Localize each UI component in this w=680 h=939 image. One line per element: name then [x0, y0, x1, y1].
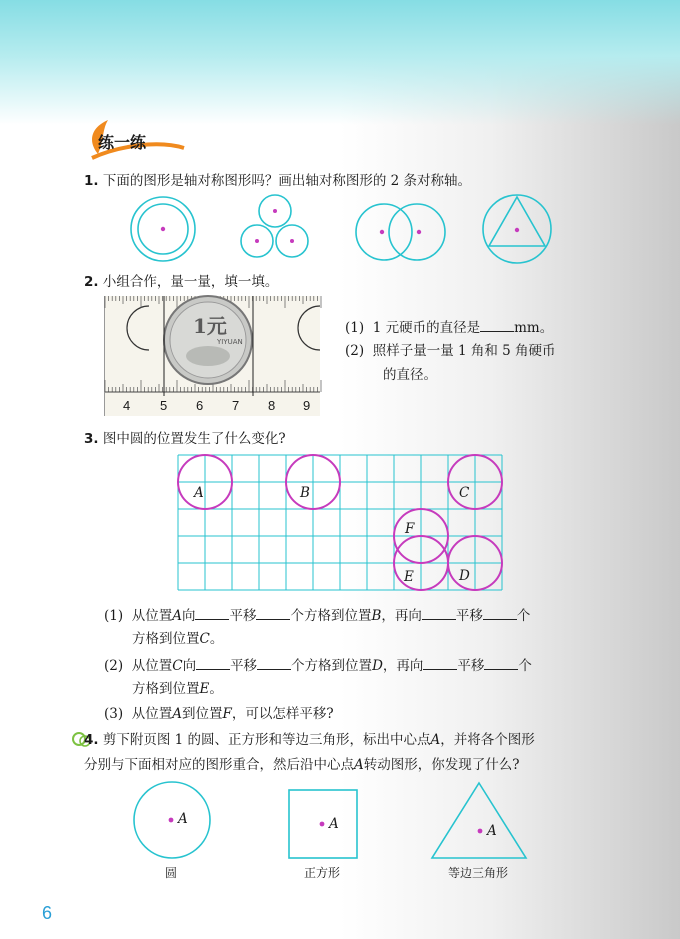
caption-circle: 圆	[165, 866, 178, 880]
q3-sub1-text: 平移	[455, 608, 483, 624]
q3-sub1-line2	[132, 630, 223, 648]
q3-sub2-text: 平移	[230, 658, 258, 674]
q1-text: 下面的图形是轴对称图形吗？画出轴对称图形的 2 条对称轴。	[102, 173, 471, 189]
q3-sub2-text: 向	[182, 658, 197, 674]
label-A: A	[194, 485, 204, 501]
q4-text: 分别与下面相对应的图形重合，然后沿中心点	[84, 757, 354, 773]
count-blank[interactable]	[257, 656, 291, 670]
q3-sub1-pos: A	[172, 608, 182, 624]
ruler-label: 6	[196, 398, 204, 413]
direction-blank[interactable]	[422, 606, 456, 620]
q3-sub2	[104, 656, 532, 675]
q3-sub2-text: 平移	[457, 658, 485, 674]
ruler-label: 4	[123, 398, 131, 413]
figure-circle-triangle	[483, 195, 551, 263]
label-E: E	[404, 569, 414, 585]
q3-sub3-text: ，可以怎样平移?	[231, 706, 334, 722]
q2-item2-cont: 的直径。	[383, 367, 437, 383]
coin-text: 1元	[193, 314, 227, 338]
q3-sub2-text: 。	[209, 681, 223, 697]
q3-sub1-pos: C	[199, 631, 210, 647]
figure-triangle	[432, 783, 526, 858]
section-title: 练一练	[98, 133, 147, 152]
q4-text: 转动图形，你发现了什么?	[363, 757, 520, 773]
q2-line	[84, 273, 278, 291]
center-label-triangle: A	[487, 823, 497, 839]
q3-sub2-text: 个	[518, 658, 532, 674]
q3-sub2-pos: E	[199, 681, 210, 697]
q2-number: 2.	[84, 274, 99, 290]
q2-item1-text: 1 元硬币的直径是	[372, 320, 481, 336]
q4-figures	[0, 780, 680, 870]
q3-sub3-pos: F	[222, 706, 232, 722]
q3-sub1-text: ，再向	[381, 608, 422, 624]
q3-sub1	[104, 606, 530, 625]
q3-sub1-text: 平移	[229, 608, 257, 624]
ruler-photo	[104, 296, 320, 416]
q3-sub1-text: 方格到位置	[132, 631, 200, 647]
q1-number: 1.	[84, 173, 99, 189]
figure-three-circles	[241, 195, 308, 257]
ruler-label: 9	[303, 398, 311, 413]
figure-square	[289, 790, 357, 858]
q3-number: 3.	[84, 431, 99, 447]
ruler-label: 8	[268, 398, 276, 413]
q3-sub1-text: 从位置	[131, 608, 173, 624]
label-F: F	[405, 521, 415, 537]
q4-line2	[84, 756, 520, 774]
diameter-blank[interactable]	[480, 318, 514, 332]
q4-number: 4.	[84, 732, 99, 748]
q3-sub2-line2	[132, 680, 223, 698]
label-D: D	[459, 568, 470, 584]
section-header	[78, 118, 188, 160]
q3-sub2-number: (2)	[104, 658, 124, 674]
q3-sub2-text: 个方格到位置	[291, 658, 373, 674]
q3-sub1-pos: B	[371, 608, 382, 624]
direction-blank[interactable]	[196, 656, 230, 670]
label-C: C	[459, 485, 470, 501]
q2-item2-number: (2)	[345, 343, 365, 359]
q2-item1	[345, 318, 553, 337]
ruler-label: 5	[160, 398, 168, 413]
q3-sub3-number: (3)	[104, 706, 124, 722]
coin-pinyin: YIYUAN	[217, 338, 243, 346]
direction-blank[interactable]	[195, 606, 229, 620]
count-blank[interactable]	[256, 606, 290, 620]
top-gradient-band	[0, 0, 680, 125]
q4-text: ，并将各个图形	[440, 732, 535, 748]
caption-square: 正方形	[304, 866, 341, 880]
q4-point: A	[430, 732, 441, 748]
q3-text: 图中圆的位置发生了什么变化?	[102, 431, 286, 447]
q4-line1	[84, 731, 535, 749]
q2-item2-text: 照样子量一量 1 角和 5 角硬币	[372, 343, 556, 359]
count-blank[interactable]	[483, 606, 517, 620]
q3-sub1-text: 个方格到位置	[290, 608, 372, 624]
q2-item2	[345, 342, 556, 360]
q3-sub2-pos: D	[372, 658, 383, 674]
q3-sub3-pos: A	[172, 706, 182, 722]
ruler-labels	[105, 398, 320, 414]
q4-text: 剪下附页图 1 的圆、正方形和等边三角形，标出中心点	[102, 732, 431, 748]
caption-triangle: 等边三角形	[448, 866, 509, 880]
q1-line	[84, 172, 471, 190]
q3-sub2-pos: C	[172, 658, 183, 674]
label-B: B	[300, 485, 310, 501]
page-number: 6	[42, 903, 53, 923]
q2-text: 小组合作，量一量，填一填。	[102, 274, 279, 290]
center-label-square: A	[329, 816, 339, 832]
q4-point: A	[354, 757, 364, 773]
q3-sub2-text: 方格到位置	[132, 681, 200, 697]
q2-item1-unit: mm。	[514, 320, 554, 336]
ruler-label: 7	[232, 398, 240, 413]
q3-sub3-text: 从位置	[131, 706, 173, 722]
q3-sub2-text: ，再向	[382, 658, 424, 674]
center-label-circle: A	[178, 811, 188, 827]
q2-item1-number: (1)	[345, 320, 365, 336]
q3-sub1-text: 。	[209, 631, 224, 647]
q3-sub1-text: 向	[181, 608, 196, 624]
count-blank[interactable]	[484, 656, 518, 670]
q3-sub1-text: 个	[516, 608, 531, 624]
q3-sub1-number: (1)	[104, 608, 124, 624]
direction-blank[interactable]	[423, 656, 457, 670]
figure-two-overlapping-circles	[356, 204, 445, 260]
q3-line	[84, 430, 286, 448]
figure-concentric-circles	[131, 197, 195, 261]
q3-sub2-text: 从位置	[131, 658, 173, 674]
q3-sub3	[104, 705, 334, 723]
q1-figures	[0, 190, 680, 270]
figure-circle	[134, 782, 210, 858]
q3-sub3-text: 到位置	[181, 706, 223, 722]
